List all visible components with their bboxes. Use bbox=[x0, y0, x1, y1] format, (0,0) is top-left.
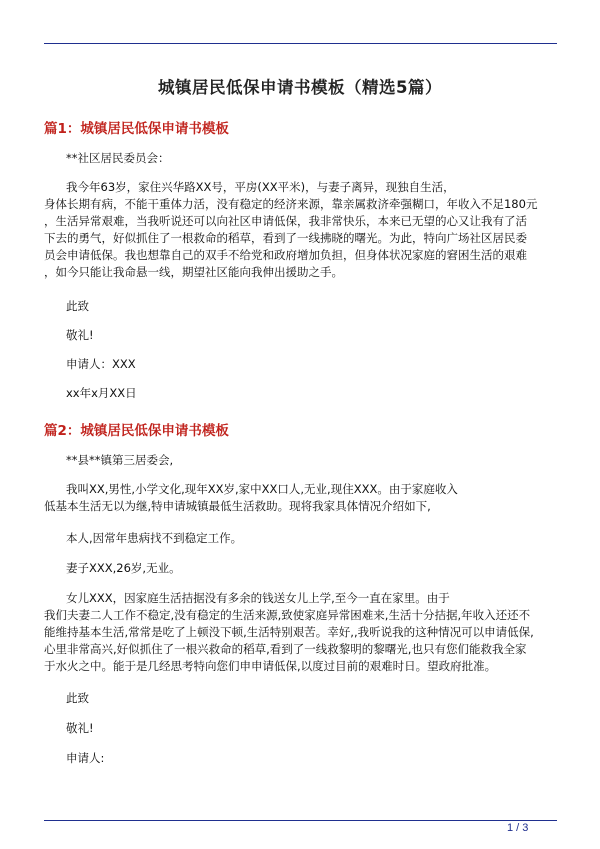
section-2-closing: 此致 bbox=[66, 691, 89, 705]
section-2-heading: 篇2：城镇居民低保申请书模板 bbox=[44, 423, 229, 439]
section-1-body-line: 我今年63岁，家住兴华路XX号，平房(XX平米)，与妻子离异，现独自生活， bbox=[66, 180, 455, 194]
section-1-body-line: ，如今只能让我命悬一线，期望社区能向我伸出援助之手。 bbox=[44, 265, 343, 279]
header-rule bbox=[44, 43, 557, 44]
section-2-para-line: 能维持基本生活,常常是吃了上顿没下顿,生活特别艰苦。幸好,,我听说我的这种情况可以申请低保, bbox=[44, 625, 534, 639]
section-2-applicant: 申请人: bbox=[66, 751, 105, 765]
section-2-para-line: 女儿XXX，因家庭生活拮据没有多余的钱送女儿上学,至今一直在家里。由于 bbox=[66, 591, 450, 605]
section-2-para: 妻子XXX,26岁,无业。 bbox=[66, 561, 181, 575]
section-2-salute: 敬礼! bbox=[66, 721, 94, 735]
section-2-para-line: 我们夫妻二人工作不稳定,没有稳定的生活来源,致使家庭异常困难来,生活十分拮据,年收入还还不 bbox=[44, 608, 531, 622]
section-1-body-line: 下去的勇气，好似抓住了一根救命的稻草，看到了一线拂晓的曙光。为此，特向广场社区居民委 bbox=[44, 231, 527, 245]
section-2-para-line: 心里非常高兴,好似抓住了一根兴救命的稻草,看到了一线救黎明的黎曙光,也只有您们能救我全家 bbox=[44, 642, 527, 656]
footer-rule bbox=[44, 820, 557, 821]
section-1-body-line: 身体长期有病，不能干重体力活，没有稳定的经济来源，靠亲属救济牵强糊口，年收入不足180元 bbox=[44, 197, 538, 211]
section-1-closing: 此致 bbox=[66, 299, 89, 313]
section-2-para-line: 我叫XX,男性,小学文化,现年XX岁,家中XX口人,无业,现住XXX。由于家庭收入 bbox=[66, 482, 458, 496]
section-2-para-line: 于水火之中。能于是几经思考特向您们申申请低保,以度过目前的艰难时日。望政府批准。 bbox=[44, 659, 497, 673]
section-1-heading: 篇1：城镇居民低保申请书模板 bbox=[44, 121, 229, 137]
section-1-applicant: 申请人：XXX bbox=[66, 357, 136, 371]
section-2-para: 本人,因常年患病找不到稳定工作。 bbox=[66, 531, 243, 545]
document-title: 城镇居民低保申请书模板（精选5篇） bbox=[158, 78, 442, 97]
section-1-body-line: ，生活异常艰难，当我听说还可以向社区申请低保，我非常快乐，本来已无望的心又让我有了活 bbox=[44, 214, 527, 228]
section-1-salutation: **社区居民委员会： bbox=[66, 151, 170, 165]
section-1-date: xx年x月XX日 bbox=[66, 386, 137, 400]
section-1-salute: 敬礼! bbox=[66, 328, 94, 342]
page-number: 1 / 3 bbox=[507, 822, 529, 834]
section-2-salutation: **县**镇第三居委会, bbox=[66, 453, 174, 467]
section-2-para-line: 低基本生活无以为继,特申请城镇最低生活救助。现将我家具体情况介绍如下, bbox=[44, 499, 431, 513]
section-1-body-line: 员会申请低保。我也想靠自己的双手不给党和政府增加负担，但身体状况家庭的窘困生活的艰难 bbox=[44, 248, 527, 262]
